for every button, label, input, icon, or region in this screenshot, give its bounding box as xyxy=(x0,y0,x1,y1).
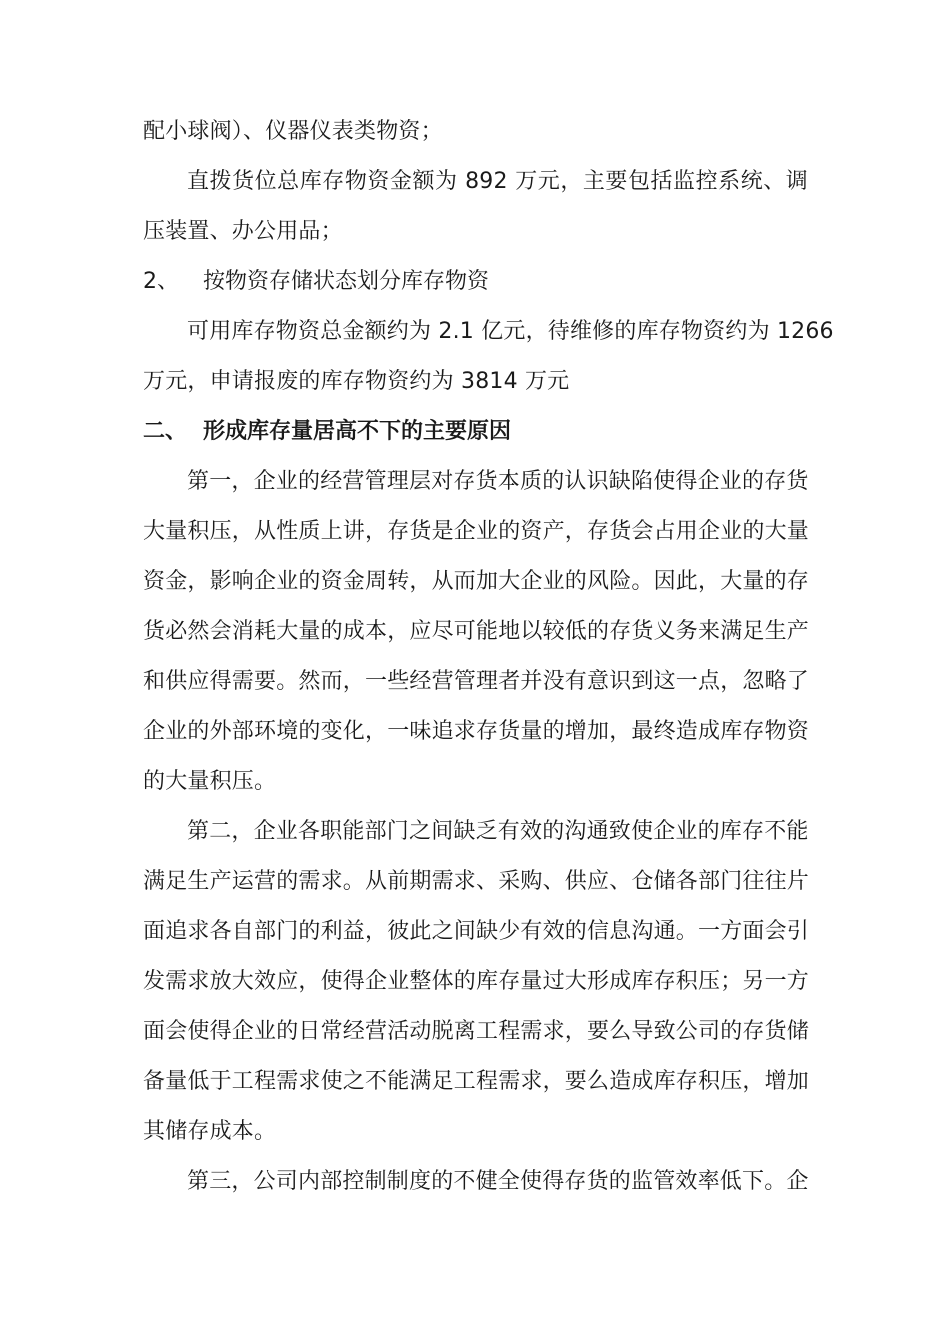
paragraph-line: 压装置、办公用品； xyxy=(143,219,343,244)
paragraph-line: 企业的外部环境的变化，一味追求存货量的增加，最终造成库存物资 xyxy=(143,719,810,744)
paragraph-line: 配小球阀）、仪器仪表类物资； xyxy=(143,119,443,144)
paragraph-line: 第三，公司内部控制制度的不健全使得存货的监管效率低下。企 xyxy=(187,1169,809,1194)
paragraph-line: 万元，申请报废的库存物资约为 3814 万元 xyxy=(143,369,570,394)
paragraph-line: 和供应得需要。然而，一些经营管理者并没有意识到这一点，忽略了 xyxy=(143,669,810,694)
list-item-marker: 2、 xyxy=(143,269,179,294)
paragraph-line: 大量积压，从性质上讲，存货是企业的资产，存货会占用企业的大量 xyxy=(143,519,810,544)
paragraph-line: 货必然会消耗大量的成本，应尽可能地以较低的存货义务来满足生产 xyxy=(143,619,810,644)
paragraph-line: 的大量积压。 xyxy=(143,769,277,794)
paragraph-line: 面会使得企业的日常经营活动脱离工程需求，要么导致公司的存货储 xyxy=(143,1019,810,1044)
paragraph-line: 备量低于工程需求使之不能满足工程需求，要么造成库存积压，增加 xyxy=(143,1069,810,1094)
paragraph-line: 满足生产运营的需求。从前期需求、采购、供应、仓储各部门往往片 xyxy=(143,869,810,894)
list-item-text: 按物资存储状态划分库存物资 xyxy=(203,269,490,294)
paragraph-line: 直拨货位总库存物资金额为 892 万元，主要包括监控系统、调 xyxy=(187,169,808,194)
paragraph-line: 第二，企业各职能部门之间缺乏有效的沟通致使企业的库存不能 xyxy=(187,819,809,844)
paragraph-line: 第一，企业的经营管理层对存货本质的认识缺陷使得企业的存货 xyxy=(187,469,809,494)
paragraph-line: 发需求放大效应，使得企业整体的库存量过大形成库存积压；另一方 xyxy=(143,969,810,994)
paragraph-line: 其储存成本。 xyxy=(143,1119,277,1144)
paragraph-line: 面追求各自部门的利益，彼此之间缺少有效的信息沟通。一方面会引 xyxy=(143,919,810,944)
section-heading: 形成库存量居高不下的主要原因 xyxy=(203,419,512,444)
paragraph-line: 可用库存物资总金额约为 2.1 亿元，待维修的库存物资约为 1266 xyxy=(187,319,834,344)
paragraph-line: 资金，影响企业的资金周转，从而加大企业的风险。因此，大量的存 xyxy=(143,569,810,594)
section-heading-marker: 二、 xyxy=(143,419,188,444)
